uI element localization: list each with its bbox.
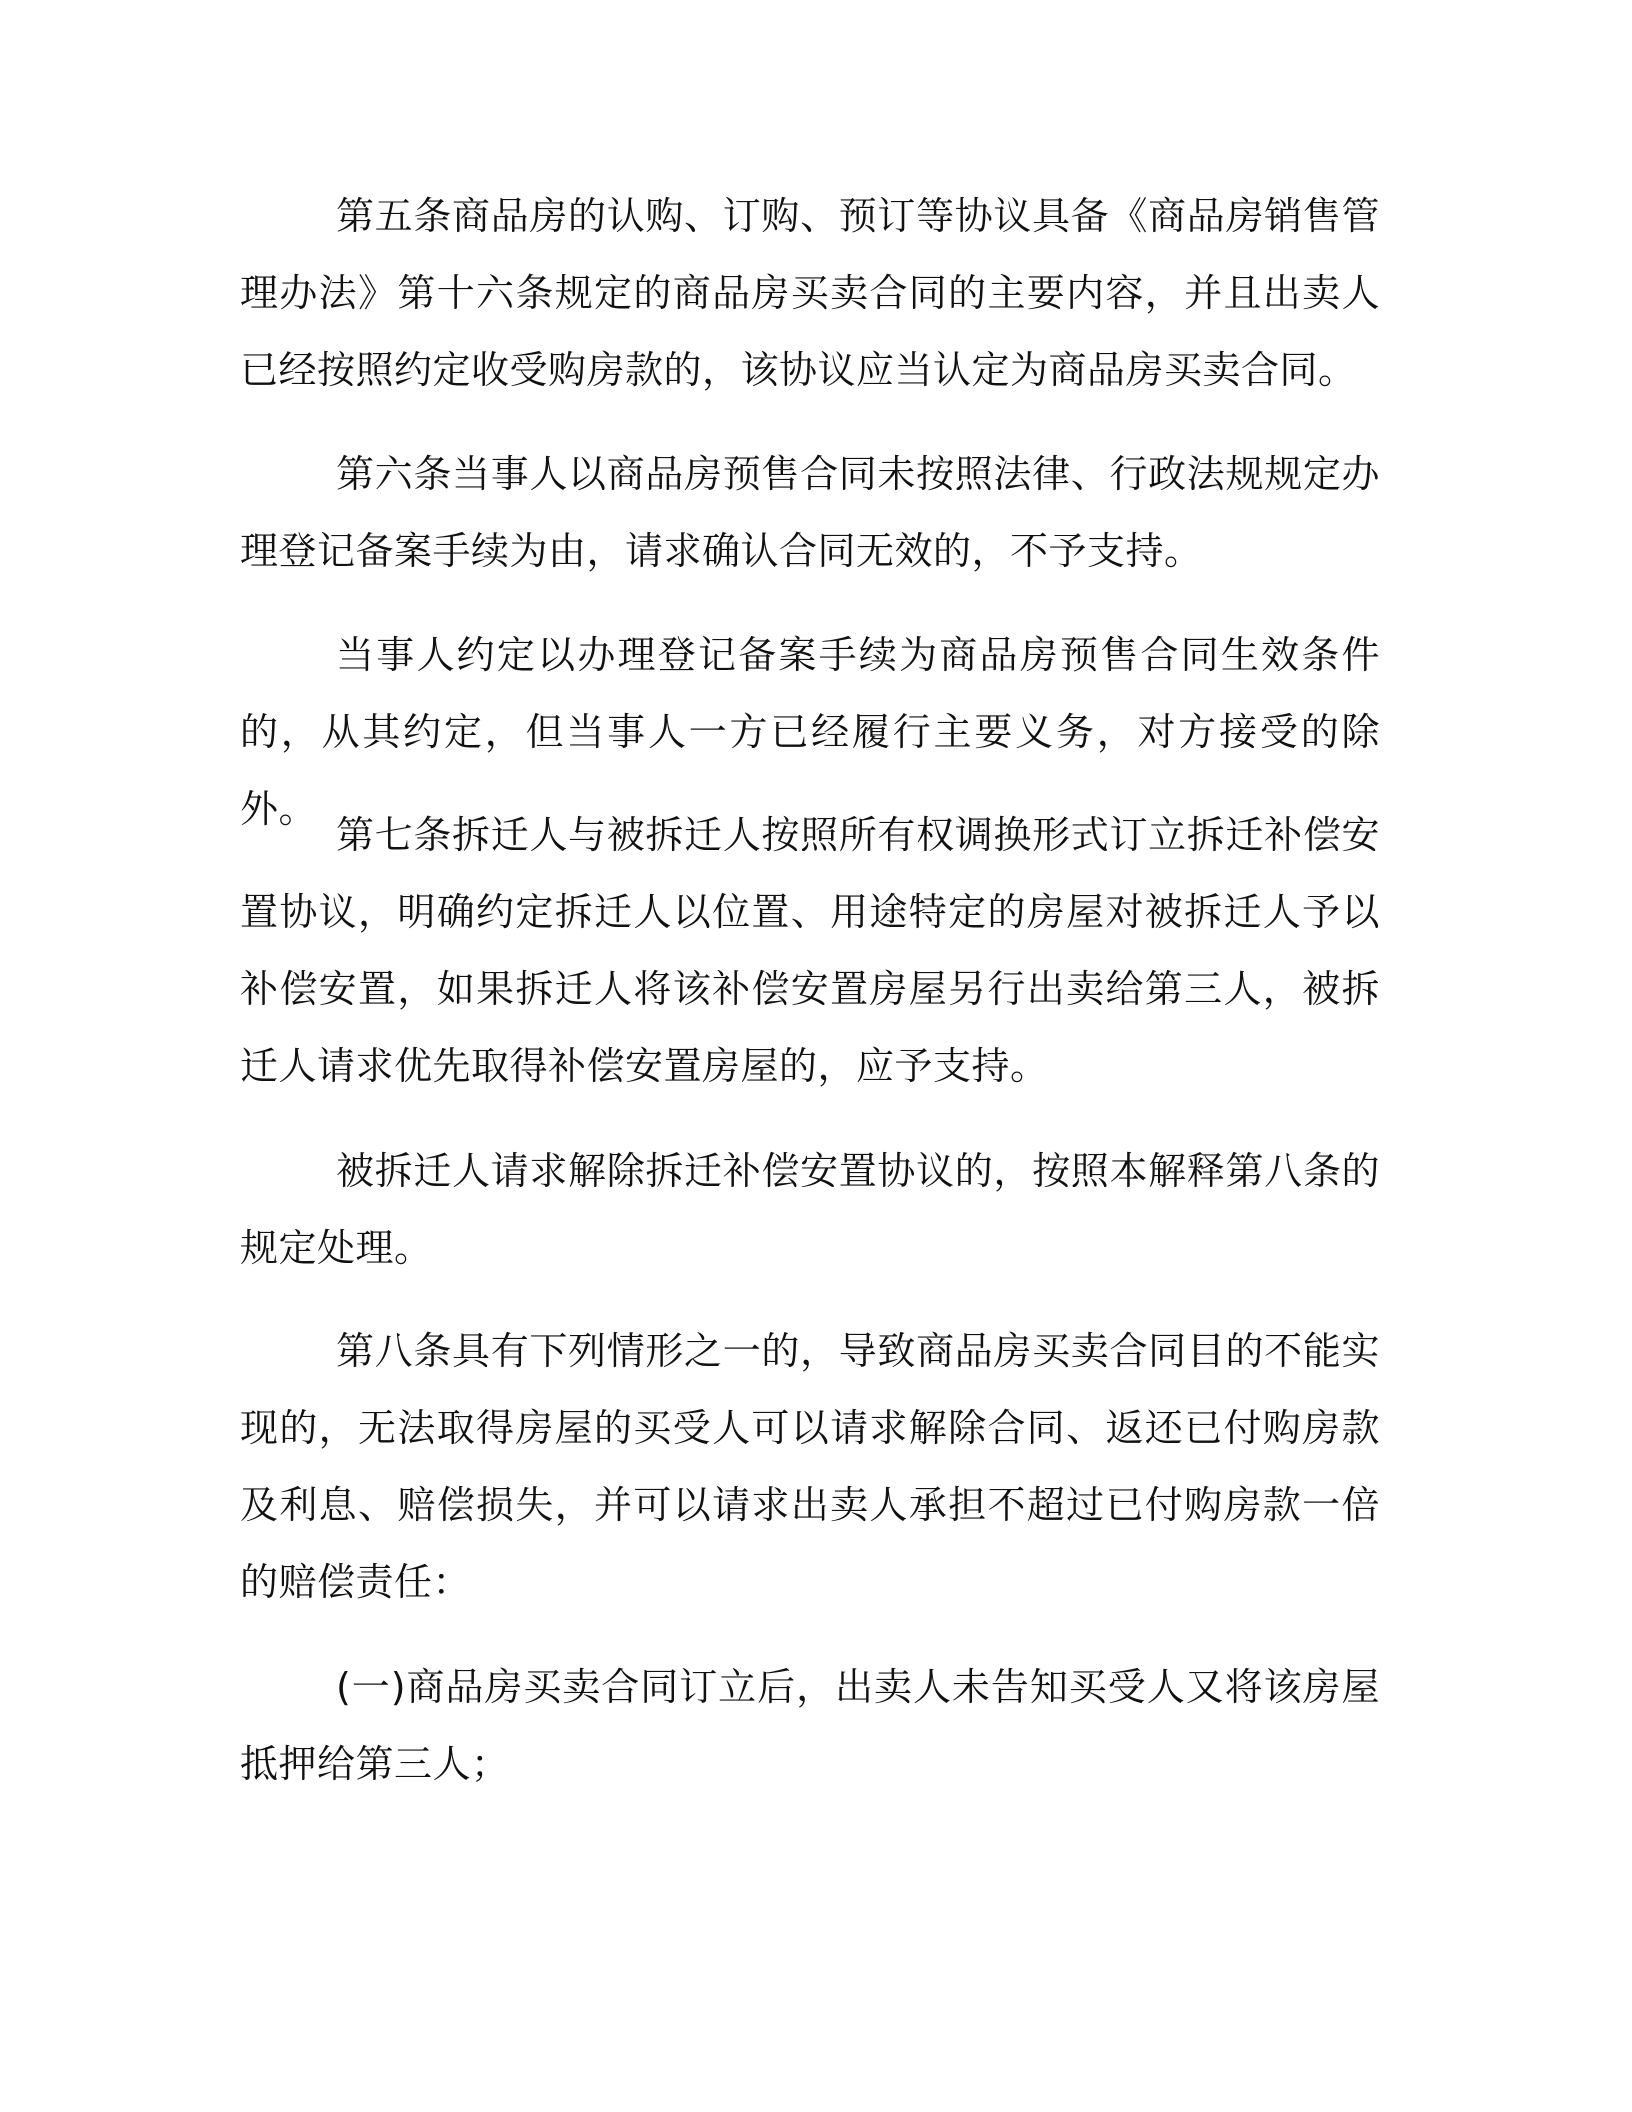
paragraph-article-7-clause-2: 被拆迁人请求解除拆迁补偿安置协议的，按照本解释第八条的规定处理。	[240, 1149, 1380, 1270]
paragraph-article-7: 第七条拆迁人与被拆迁人按照所有权调换形式订立拆迁补偿安置协议，明确约定拆迁人以位置、用途特定的房屋对被拆迁人予以补偿安置，如果拆迁人将该补偿安置房屋另行出卖给第三人，被拆迁人请求优先取得补偿安置房屋的，应予支持。	[240, 813, 1380, 1088]
paragraph-article-8-item-1: (一)商品房买卖合同订立后，出卖人未告知买受人又将该房屋抵押给第三人；	[240, 1665, 1380, 1786]
paragraph-article-6: 第六条当事人以商品房预售合同未按照法律、行政法规规定办理登记备案手续为由，请求确认合同无效的，不予支持。	[240, 452, 1380, 573]
paragraph-article-8: 第八条具有下列情形之一的，导致商品房买卖合同目的不能实现的，无法取得房屋的买受人可以请求解除合同、返还已付购房款及利息、赔偿损失，并可以请求出卖人承担不超过已付购房款一倍的赔偿责任：	[240, 1329, 1380, 1604]
paragraph-article-5: 第五条商品房的认购、订购、预订等协议具备《商品房销售管理办法》第十六条规定的商品房买卖合同的主要内容，并且出卖人已经按照约定收受购房款的，该协议应当认定为商品房买卖合同。	[240, 194, 1380, 392]
paragraph-article-6-clause-2: 当事人约定以办理登记备案手续为商品房预售合同生效条件的，从其约定，但当事人一方已经履行主要义务，对方接受的除外。	[240, 633, 1380, 831]
